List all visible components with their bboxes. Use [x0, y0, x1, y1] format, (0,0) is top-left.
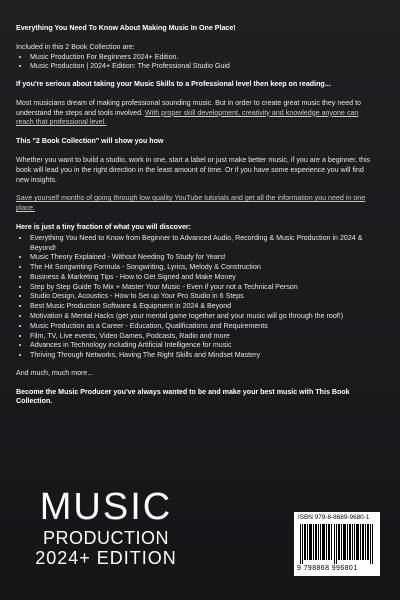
isbn-label: ISBN 979-8-8689-9680-1 [298, 514, 370, 521]
list-item: • Best Music Production Software & Equipment in 2024 & Beyond [30, 302, 372, 312]
list-item: • Business & Marketing Tips - How to Get Signed and Make Money [30, 273, 372, 283]
barcode-bars-icon [300, 524, 374, 564]
serious-text: If you're serious about taking your Music Skills to a Professional level then keep on reading... [16, 80, 331, 89]
list-item: • Music Production as a Career - Education, Qualifications and Requirements [30, 322, 372, 332]
list-item: • Music Production | 2024+ Edition: The Professional Studio Guid [30, 62, 372, 72]
much-more: And much, much more... [16, 368, 94, 377]
paragraph-3: Save yourself months of going through low quality YouTube tutorials and get all the information you need in one place. [16, 194, 366, 213]
collection-intro: Included in this 2 Book Collection are: [16, 42, 135, 51]
collection-list [16, 53, 372, 73]
closing-text: Become the Music Producer you've always wanted to be and make your best music with This Book Collection. [16, 387, 350, 406]
title-line-2: PRODUCTION [43, 528, 169, 548]
list-item: • Studio Design, Acoustics - How to Set up Your Pro Studio in 6 Steps [30, 292, 372, 302]
list-item: • The Hit Songwriting Formula - Songwriting, Lyrics, Melody & Construction [30, 263, 372, 273]
show-heading: This "2 Book Collection" will show you how [16, 137, 164, 146]
paragraph-2: Whether you want to build a studio, work in one, start a label or just make better music, if you are a beginner, this book will lead you in the right direction in the least amount of time. Or if you have some experience you will find new insights. [16, 156, 371, 184]
blurb [16, 24, 372, 416]
list-item: • Motivation & Mental Hacks (get your mental game together and your music will go through the roof!) [30, 312, 372, 322]
book-title [16, 488, 196, 568]
list-item: • Music Production For Beginners 2024+ Edition. [30, 53, 372, 63]
list-item: • Thriving Through Networks, Having The Right Skills and Mindset Mastery [30, 351, 372, 361]
paragraph-1-underlined: With proper skill development, creativity and knowledge anyone can reach that professional level. [16, 108, 359, 127]
list-item: • Everything You Need to Know from Beginner to Advanced Audio, Recording & Music Production in 2024 & Beyond! [30, 234, 372, 254]
list-item: • Step by Step Guide To Mix + Master Your Music - Even if your not a Technical Person [30, 283, 372, 293]
discover-list [16, 234, 372, 361]
barcode-number: 9 798868 996801 [297, 565, 358, 572]
barcode [294, 512, 380, 576]
list-item: • Film, TV, Live events, Video Games, Podcasts, Radio and more [30, 332, 372, 342]
paragraph-1 [16, 99, 372, 128]
title-line-1: MUSIC [39, 486, 173, 528]
title-line-3: 2024+ EDITION [35, 548, 177, 568]
discover-heading: Here is just a tiny fraction of what you will discover: [16, 222, 192, 231]
list-item: • Music Theory Explained - Without Needing To Study for Years! [30, 253, 372, 263]
list-item: • Advances in Technology including Artificial Intelligence for music [30, 341, 372, 351]
main-heading: Everything You Need To Know About Making Music In One Place! [16, 24, 236, 32]
paragraph-1-text: Most musicians dream of making professional sounding music. But in order to create great music they need to understand the steps and tools involved. [16, 98, 362, 117]
